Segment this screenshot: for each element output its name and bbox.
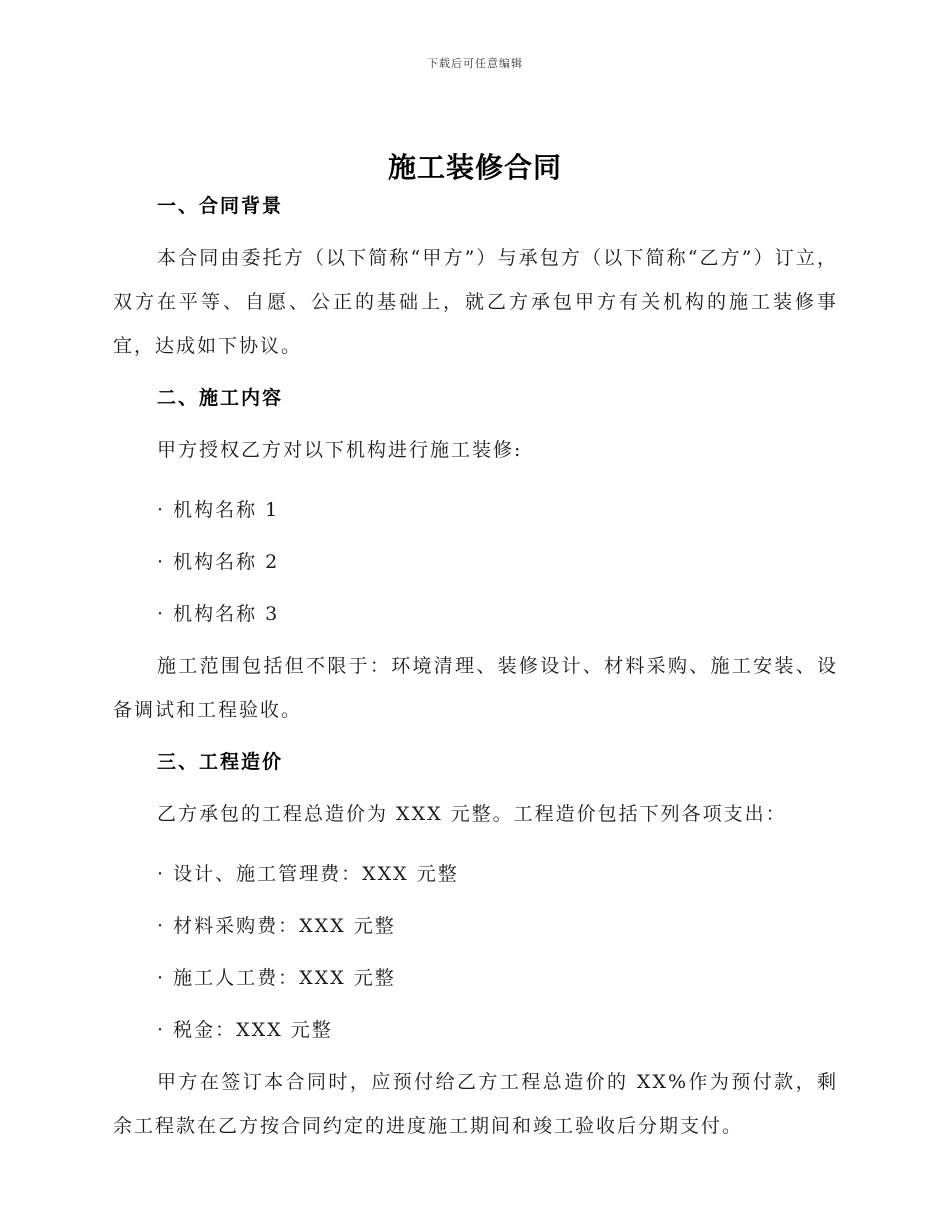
scope-paragraph: 施工范围包括但不限于：环境清理、装修设计、材料采购、施工安装、设备调试和工程验收。 bbox=[113, 655, 838, 721]
section-heading-content: 二、施工内容 bbox=[157, 387, 284, 409]
section-heading-cost: 三、工程造价 bbox=[157, 751, 284, 773]
cost-item-labor: · 施工人工费：XXX 元整 bbox=[157, 967, 396, 989]
content-intro: 甲方授权乙方对以下机构进行施工装修: bbox=[157, 439, 523, 461]
section-heading-background: 一、合同背景 bbox=[157, 195, 284, 217]
cost-intro: 乙方承包的工程总造价为 XXX 元整。工程造价包括下列各项支出： bbox=[157, 803, 787, 825]
background-paragraph: 本合同由委托方（以下简称“甲方”）与承包方（以下简称“乙方”）订立，双方在平等、自愿、公正的基础上，就乙方承包甲方有关机构的施工装修事宜，达成如下协议。 bbox=[113, 247, 838, 357]
institution-item-3: · 机构名称 3 bbox=[157, 603, 280, 625]
document-body bbox=[113, 192, 838, 1148]
cost-item-design: · 设计、施工管理费：XXX 元整 bbox=[157, 863, 459, 885]
institution-item-2: · 机构名称 2 bbox=[157, 551, 280, 573]
header-note: 下载后可任意编辑 bbox=[427, 57, 523, 70]
payment-paragraph: 甲方在签订本合同时，应预付给乙方工程总造价的 XX%作为预付款，剩余工程款在乙方按合同约定的进度施工期间和竣工验收后分期支付。 bbox=[113, 1071, 838, 1137]
document-title: 施工装修合同 bbox=[387, 151, 562, 184]
cost-item-tax: · 税金：XXX 元整 bbox=[157, 1019, 333, 1041]
cost-item-materials: · 材料采购费：XXX 元整 bbox=[157, 915, 396, 937]
institution-item-1: · 机构名称 1 bbox=[157, 499, 280, 521]
